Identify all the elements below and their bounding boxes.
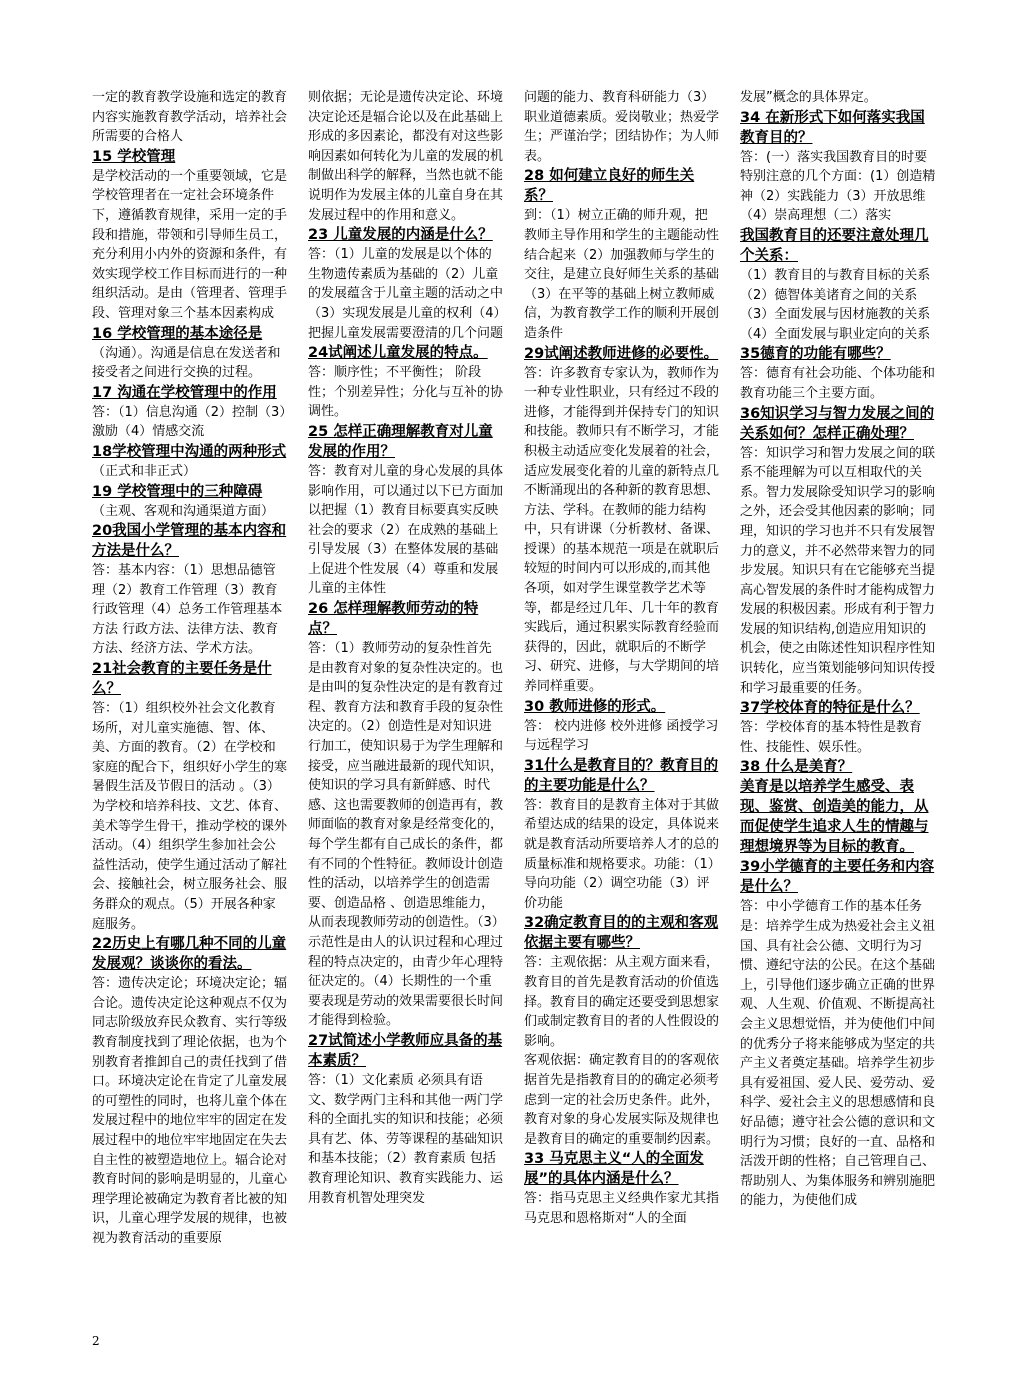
question-heading: 28 如何建立良好的师生关系？ — [524, 168, 695, 205]
answer-text: 问题的能力、教育科研能力（3）职业道德素质。爱岗敬业；热爱学生；严谨治学；团结协作；为人师表。 — [524, 90, 720, 164]
question-heading: 26 怎样理解教师劳动的特点？ — [308, 601, 479, 638]
answer-text: 答：学校体育的基本特性是教育性、技能性、娱乐性。 — [740, 720, 923, 755]
question-heading: 30 教师进修的形式。 — [524, 698, 666, 715]
answer-text: 答：教育对儿童的身心发展的具体影响作用，可以通过以下已方面加以把握（1）教育目标要真实反映社会的要求（2）在成熟的基础上引导发展（3）在整体发展的基础上促进个性发展（4）尊重和发展儿童的主体性 — [308, 463, 504, 597]
question-heading: 39小学德育的主要任务和内容是什么？ — [740, 859, 935, 896]
column-1 — [92, 88, 288, 1298]
answer-text: （1）教育目的与教育目标的关系（2）德智体美诸育之间的关系（3）全面发展与因材施教的关系（4）全面发展与职业定向的关系 — [740, 267, 931, 342]
question-heading: 34 在新形式下如何落实我国教育目的？ — [740, 109, 925, 146]
answer-text: 答：主观依据：从主观方面来看，教育目的首先是教育活动的价值选择。教育目的确定还要受到思想家们或制定教育目的者的人性假设的影响。 — [524, 955, 720, 1049]
question-heading: 19 学校管理中的三种障碍 — [92, 483, 263, 500]
answer-text: 是学校活动的一个重要领域，它是学校管理者在一定社会环境条件下，遵循教育规律，采用一定的手段和措施，带领和引导师生员工，充分利用小内外的资源和条件，有效实现学校工作目标而进行的一种组织活动。是由（管理者、管理手段、管理对象三个基本因素构成 — [92, 168, 288, 321]
answer-text: （主观、客观和沟通渠道方面） — [92, 503, 275, 519]
answer-text: 答：（1）文化素质 必须具有语文、数学两门主科和其他一两门学科的全面扎实的知识和技能；必须具有艺、体、劳等课程的基础知识和基本技能；（2）教育素质 包括教育理论知识、教育实践能力、运用教育机智处理突发 — [308, 1072, 504, 1206]
page-number: 2 — [92, 1334, 100, 1348]
answer-text: （沟通）。沟通是信息在发送者和接受者之间进行交换的过程。 — [92, 345, 281, 381]
question-heading: 15 学校管理 — [92, 148, 176, 165]
answer-text: 答：(一）落实我国教育目的时要特别注意的几个方面：(1）创造精神（2）实践能力（3）开放思维（4）崇高理想（二）落实 — [740, 149, 936, 224]
answer-text: 到：（1）树立正确的师升观，把教师主导作用和学生的主题能动性结合起来（2）加强教师与学生的交往，是建立良好师生关系的基础（3）在平等的基础上树立教师威信，为教育教学工作的顺利开展创造条件 — [524, 208, 720, 341]
answer-text: 答：（1）儿童的发展是以个体的生物遗传素质为基础的（2）儿童的发展蕴含于儿童主题的活动之中（3）实现发展是儿童的权利（4）把握儿童发展需要澄清的几个问题 — [308, 247, 504, 341]
question-heading: 33 马克思主义“人的全面发展”的具体内涵是什么？ — [524, 1151, 704, 1188]
answer-text: 答： 校内进修 校外进修 函授学习与远程学习 — [524, 718, 719, 754]
question-heading: 21社会教育的主要任务是什么？ — [92, 661, 272, 698]
answer-text: 答：遗传决定论；环境决定论；辐合论。遗传决定论这种观点不仅为同志阶级放弃民众教育、实行等级教育制度找到了理论依据，也为个别教育者推卸自己的责任找到了借口。环境决定论在肯定了儿童发展的可塑性的同时，也将儿童个体在发展过程中的地位牢牢的固定在发展过程中的地位牢牢地固定在失去自主性的被塑造地位上。辐合论对教育时间的影响是明显的，儿童心理学理论被确定为教育者比被的知识，儿童心理学发展的规律，也被视为教育活动的重要原 — [92, 976, 288, 1246]
question-heading: 35德育的功能有哪些？ — [740, 346, 891, 363]
question-heading: 38 什么是美育？ — [740, 759, 853, 776]
answer-text: 发展”概念的具体界定。 — [740, 90, 877, 105]
answer-text: 答：顺序性；不平衡性； 阶段性；个别差异性；分化与互补的协调性。 — [308, 365, 504, 420]
answer-text: 答：（1）组织校外社会文化教育场所，对儿童实施德、智、体、美、方面的教育。（2）在学校和家庭的配合下，组织好小学生的寒暑假生活及节假日的活动 。（3）为学校和培养科技、文艺、体育、美术等学生骨干，推动学校的课外活动。（4）组织学生参加社会公益性活动，使学生通过活动了解社会、接触社会，树立服务社会、服务群众的观点。（5）开展各种家庭服务。 — [92, 701, 288, 932]
answer-text: 答：（1）信息沟通（2）控制（3）激励（4）情感交流 — [92, 404, 286, 440]
question-heading: 美育是以培养学生感受、表现、鉴赏、创造美的能力，从而促使学生追求人生的情趣与理想境界等为目标的教育。 — [740, 779, 929, 856]
column-4 — [740, 88, 936, 1298]
question-heading: 36知识学习与智力发展之间的关系如何？怎样正确处理？ — [740, 405, 935, 442]
question-heading: 16 学校管理的基本途径是 — [92, 325, 263, 342]
question-heading: 25 怎样正确理解教育对儿童发展的作用？ — [308, 423, 493, 460]
answer-text: 答：教育目的是教育主体对于其做希望达成的结果的设定，具体说来就是教育活动所要培养人才的总的质量标准和规格要求。功能：（1）导向功能（2）调空功能（3）评价功能 — [524, 797, 720, 911]
question-heading: 32确定教育目的的主观和客观依据主要有哪些？ — [524, 915, 719, 952]
answer-text: 客观依据：确定教育目的的客观依据首先是指教育目的的确定必须考虑到一定的社会历史条件。此外，教育对象的身心发展实际及规律也是教育目的确定的重要制约因素。 — [524, 1053, 720, 1147]
answer-text: 答：（1）教师劳动的复杂性首先是由教育对象的复杂性决定的。也是由叫的复杂性决定的是有教育过程、教育方法和教育手段的复杂性决定的。（2）创造性是对知识进行加工，使知识易于为学生理解和接受，应当融进最新的现代知识，使知识的学习具有新鲜感、时代感、这也需要教师的创造再有，教师面临的教育对象是经常变化的，每个学生都有自己成长的条件，都有不同的个性特征。教师设计创造性的活动，以培养学生的创造需要、创造品格 、创造思维能力，从而表现教师劳动的创造性。（3）示范性是由人的认识过程和心理过程的特点决定的，由青少年心理特征决定的。（4）长期性的一个重要表现是劳动的效果需要很长时间才能得到检验。 — [308, 641, 504, 1029]
answer-text: 答：知识学习和智力发展之间的联系不能理解为可以互相取代的关系。智力发展除受知识学习的影响之外，还会受其他因素的影响；同理，知识的学习也并不只有发展智力的意义，并不必然带来智力的同步发展。知识只有在它能够充当提高心智发展的条件时才能构成智力发展的积极因素。形成有利于智力发展的知识结构,创造应用知识的机会，使之由陈述性知识程序性知识转化，应当策划能够问知识传授和学习最重要的任务。 — [740, 445, 936, 696]
answer-text: 答：中小学德育工作的基本任务是：培养学生成为热爱社会主义祖国、具有社会公德、文明行为习惯、遵纪守法的公民。在这个基础上，引导他们逐步确立正确的世界观、人生观、价值观、不断提高社会主义思想觉悟，并为使他们中间的优秀分子将来能够成为坚定的共产主义者奠定基础。培养学生初步具有爱祖国、爱人民、爱劳动、爱科学、爱社会主义的思想感情和良好品德；遵守社会公德的意识和文明行为习惯；良好的一直、品格和活泼开朗的性格；自己管理自己、帮助别人、为集体服务和辨别施肥的能力，为使他们成 — [740, 899, 936, 1209]
answer-text: 则依据；无论是遗传决定论、环境决定论还是辐合论以及在此基础上形成的多因素论，都没有对这些影响因素如何转化为儿童的发展的机制做出科学的解释，当然也就不能说明作为发展主体的儿童自身在其发展过程中的作用和意义。 — [308, 90, 504, 223]
answer-text: 答：许多教育专家认为，教师作为一种专业性职业，只有经过不段的进修，才能得到并保持专门的知识和技能。教师只有不断学习，才能积极主动适应变化发展着的社会，适应发展变化着的儿童的新特点几不断涌现出的各种新的教育思想、方法、学科。在教师的能力结构中，只有讲课（分析教材、备课、授课）的基本规范一项是在就职后较短的时间内可以形成的,而其他各项，如对学生课堂教学艺术等等，都是经过几年、几十年的教育实践后，通过积累实际教育经验而获得的，因此，就职后的不断学习、研究、进修，与大学期间的培养同样重要。 — [524, 365, 720, 695]
question-heading: 29试阐述教师进修的必要性。 — [524, 345, 719, 362]
question-heading: 17 沟通在学校管理中的作用 — [92, 384, 277, 401]
column-2 — [308, 88, 504, 1298]
answer-text: 答：基本内容：（1）思想品德管理（2）教育工作管理（3）教育行政管理（4）总务工作管理基本方法 行政方法、法律方法、教育方法、经济方法、学术方法。 — [92, 563, 283, 657]
answer-text: 一定的教育教学设施和选定的教育内容实施教育教学活动，培养社会所需要的合格人 — [92, 90, 288, 145]
question-heading: 23 儿童发展的内涵是什么？ — [308, 227, 493, 244]
answer-text: 答：德育有社会功能、个体功能和教育功能三个主要方面。 — [740, 366, 936, 401]
question-heading: 27试简述小学教师应具备的基本素质？ — [308, 1032, 503, 1069]
question-heading: 22历史上有哪几种不同的儿童发展观？谈谈你的看法。 — [92, 936, 287, 973]
column-3 — [524, 88, 720, 1298]
question-heading: 我国教育目的还要注意处理几个关系： — [740, 227, 929, 264]
answer-text: 答：指马克思主义经典作家尤其指马克思和恩格斯对“人的全面 — [524, 1191, 720, 1226]
question-heading: 24试阐述儿童发展的特点。 — [308, 345, 488, 362]
question-heading: 18学校管理中沟通的两种形式 — [92, 443, 287, 460]
question-heading: 20我国小学管理的基本内容和方法是什么？ — [92, 523, 287, 560]
question-heading: 31什么是教育目的？教育目的的主要功能是什么？ — [524, 757, 719, 794]
document-page — [90, 88, 940, 1288]
answer-text: （正式和非正式） — [92, 463, 197, 479]
question-heading: 37学校体育的特征是什么？ — [740, 700, 920, 717]
